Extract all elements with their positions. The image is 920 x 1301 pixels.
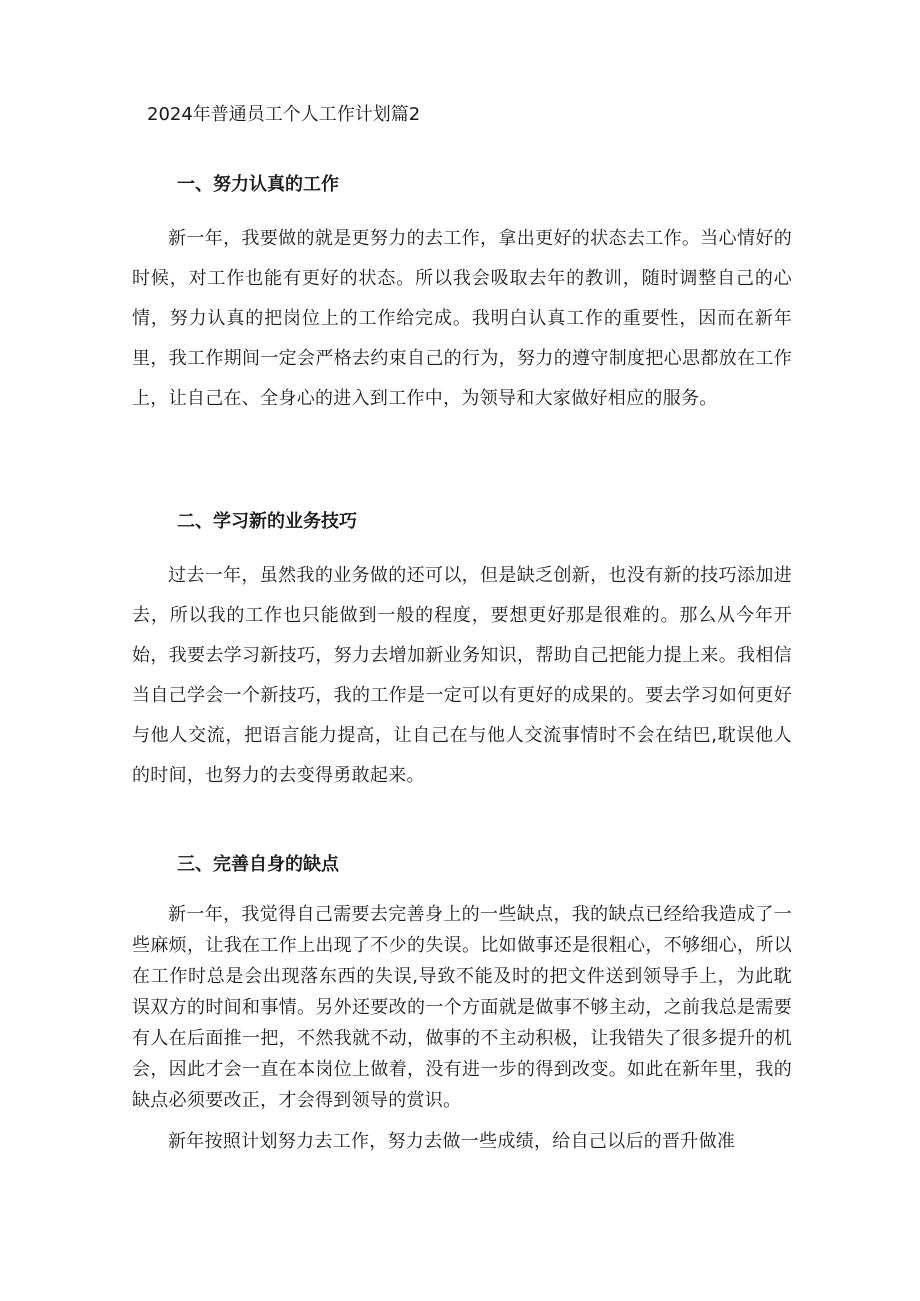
- document-title: 2024年普通员工个人工作计划篇2: [147, 104, 421, 125]
- section-paragraph-2: 过去一年，虽然我的业务做的还可以，但是缺乏创新，也没有新的技巧添加进去，所以我的工作也只能做到一般的程度，要想更好那是很难的。那么从今年开始，我要去学习新技巧，努力去增加新业务知识，帮助自己把能力提上来。我相信当自己学会一个新技巧，我的工作是一定可以有更好的成果的。要去学习如何更好与他人交流，把语言能力提高，让自己在与他人交流事情时不会在结巴,耽误他人的时间，也努力的去变得勇敢起来。: [132, 565, 792, 786]
- section-paragraph-3: 新一年，我觉得自己需要去完善身上的一些缺点，我的缺点已经给我造成了一些麻烦，让我在工作上出现了不少的失误。比如做事还是很粗心，不够细心，所以在工作时总是会出现落东西的失误,导致不能及时的把文件送到领导手上，为此耽误双方的时间和事情。另外还要改的一个方面就是做事不够主动，之前我总是需要有人在后面推一把，不然我就不动，做事的不主动积极，让我错失了很多提升的机会，因此才会一直在本岗位上做着，没有进一步的得到改变。如此在新年里，我的缺点必须要改正，才会得到领导的赏识。: [132, 904, 792, 1111]
- section-heading-2: 二、学习新的业务技巧: [177, 511, 357, 532]
- closing-paragraph: 新年按照计划努力去工作，努力去做一些成绩，给自己以后的晋升做准: [168, 1131, 736, 1152]
- section-heading-1: 一、努力认真的工作: [177, 174, 339, 195]
- section-heading-3: 三、完善自身的缺点: [177, 854, 339, 875]
- section-paragraph-1: 新一年，我要做的就是更努力的去工作，拿出更好的状态去工作。当心情好的时候，对工作也能有更好的状态。所以我会吸取去年的教训，随时调整自己的心情，努力认真的把岗位上的工作给完成。我明白认真工作的重要性，因而在新年里，我工作期间一定会严格去约束自己的行为，努力的遵守制度把心思都放在工作上，让自己在、全身心的进入到工作中，为领导和大家做好相应的服务。: [132, 228, 792, 409]
